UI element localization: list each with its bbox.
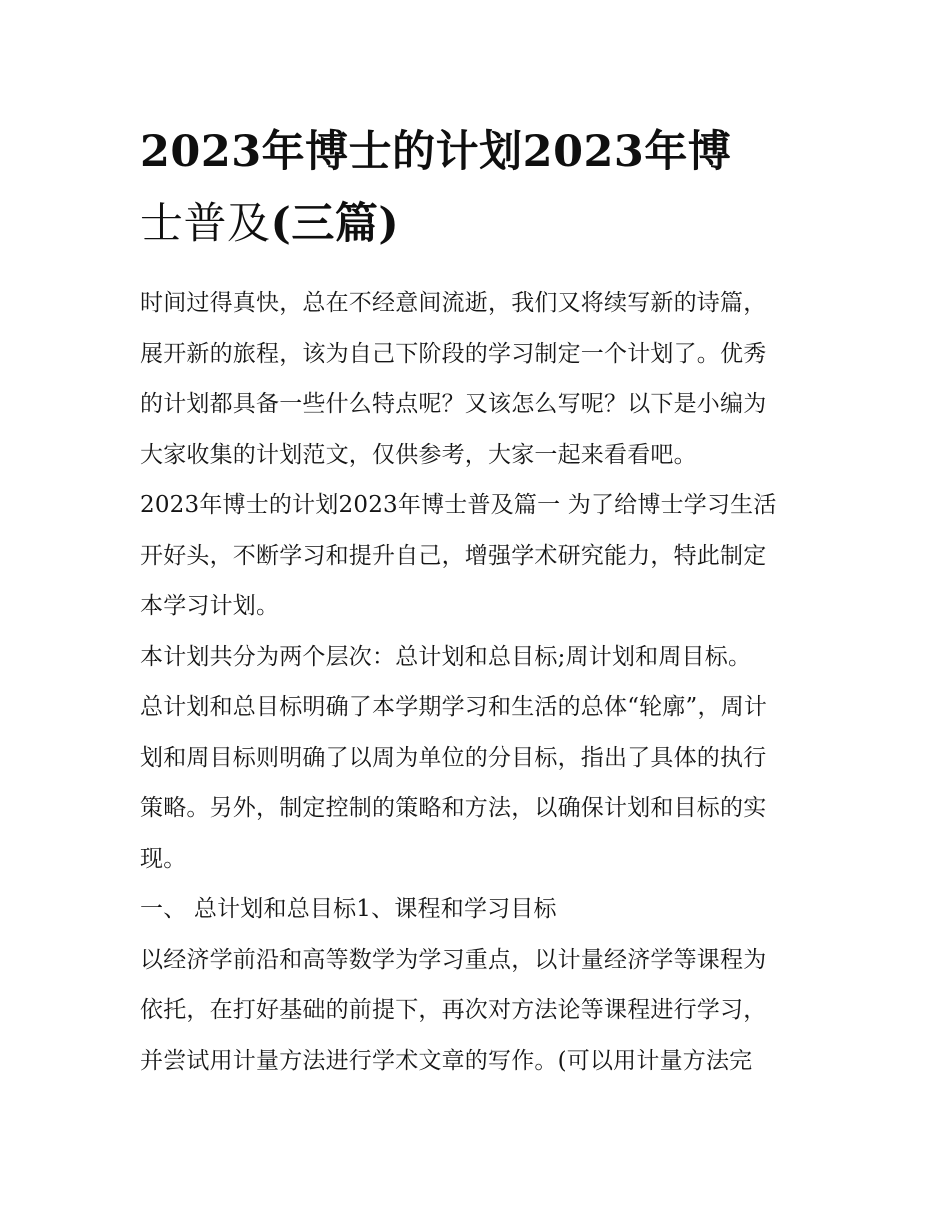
document-content: [140, 116, 820, 1086]
title-line-2-text: 士普及: [140, 199, 271, 249]
text-line: 策略。另外，制定控制的策略和方法，以确保计划和目标的实: [140, 795, 767, 821]
text-line: 现。: [140, 845, 187, 872]
text-line: 本学习计划。: [140, 593, 280, 619]
title-line-2-paren: (三篇): [270, 199, 400, 249]
text-line: 划和周目标则明确了以周为单位的分目标，指出了具体的执行: [140, 744, 767, 771]
text-line: 本计划共分为两个层次：总计划和总目标;周计划和周目标。: [140, 643, 752, 670]
document-body: [140, 278, 820, 1086]
title-line-1: 2023年博士的计划2023年博: [140, 127, 732, 177]
text-line: 以经济学前沿和高等数学为学习重点，以计量经济学等课程为: [140, 946, 767, 973]
text-line: 开好头，不断学习和提升自己，增强学术研究能力，特此制定: [140, 542, 767, 569]
text-line: 并尝试用计量方法进行学术文章的写作。(可以用计量方法完: [140, 1047, 753, 1074]
section-heading: 一、 总计划和总目标1、课程和学习目标: [140, 896, 557, 922]
title-line-2: [140, 188, 820, 260]
text-line: 时间过得真快，总在不经意间流逝，我们又将续写新的诗篇，: [140, 290, 767, 316]
text-line: 大家收集的计划范文，仅供参考，大家一起来看看吧。: [140, 441, 697, 468]
document-title: [140, 116, 820, 260]
text-line: 2023年博士的计划2023年博士普及篇一 为了给博士学习生活: [140, 492, 777, 518]
text-line: 的计划都具备一些什么特点呢？又该怎么写呢？以下是小编为: [140, 391, 767, 417]
text-line: 总计划和总目标明确了本学期学习和生活的总体“轮廓”，周计: [140, 694, 768, 720]
text-line: 依托，在打好基础的前提下，再次对方法论等课程进行学习，: [140, 997, 767, 1023]
text-line: 展开新的旅程，该为自己下阶段的学习制定一个计划了。优秀: [140, 340, 767, 367]
